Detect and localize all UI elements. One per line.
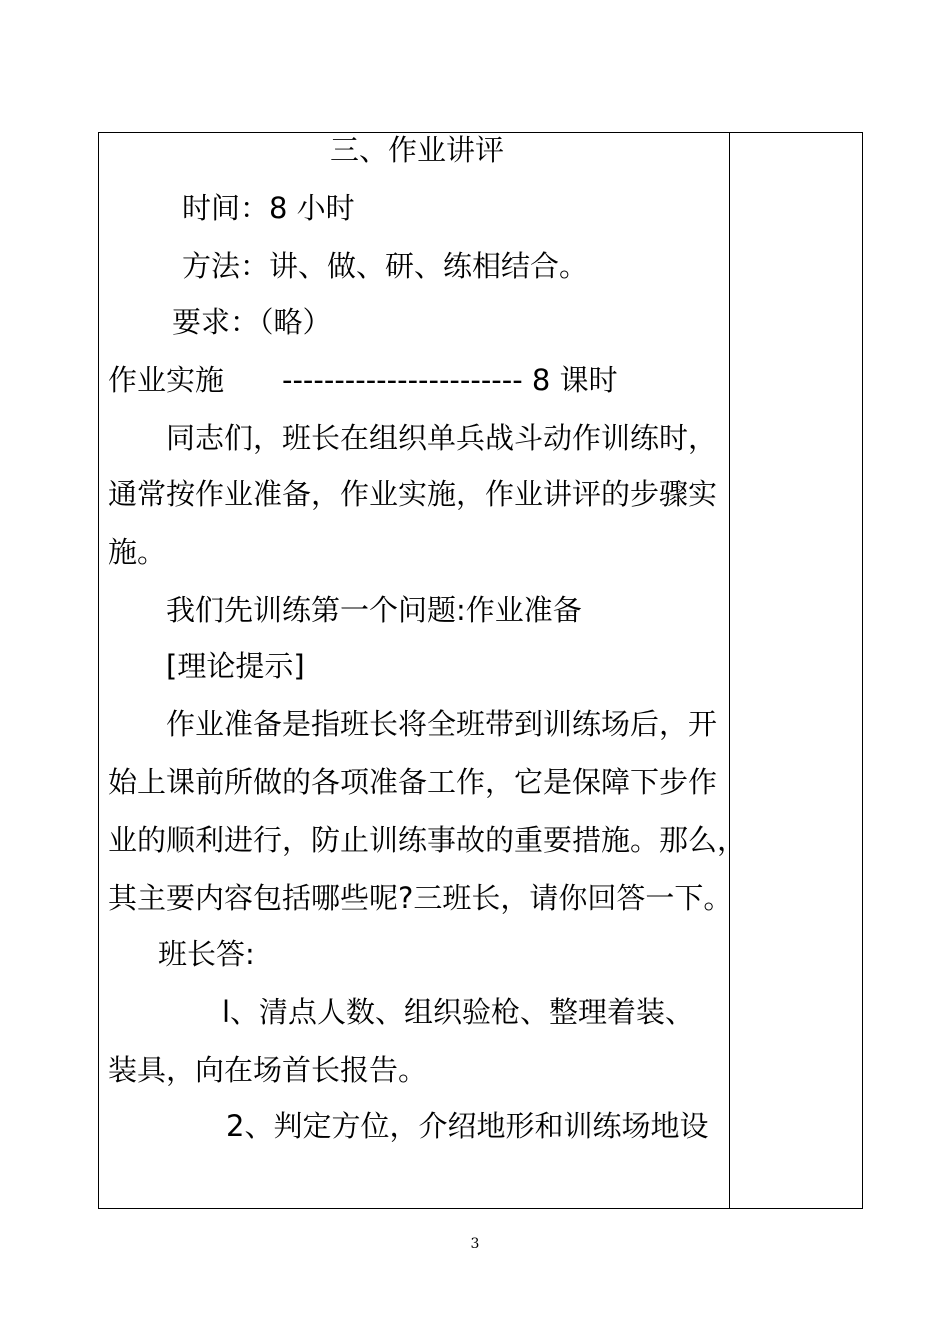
text-line: 业的顺利进行，防止训练事故的重要措施。那么， [108,823,747,857]
text-line: 2、判定方位，介绍地形和训练场地设 [226,1109,709,1143]
table-column-divider [729,133,730,1208]
text-line: 同志们，班长在组织单兵战斗动作训练时， [166,421,718,455]
page-number: 3 [470,1236,480,1252]
text-line: 要求：（略） [172,305,332,339]
text-line: l、清点人数、组织验枪、整理着装、 [222,995,695,1029]
text-line: 方法：讲、做、研、练相结合。 [182,249,589,283]
text-line: 其主要内容包括哪些呢?三班长，请你回答一下。 [108,881,733,915]
text-line: 通常按作业准备，作业实施，作业讲评的步骤实 [108,477,718,511]
text-line: [理论提示] [166,649,305,683]
section-heading: 三、作业讲评 [330,133,505,167]
text-line: 作业实施 ----------------------- 8 课时 [108,363,618,397]
text-line: 班长答: [158,937,255,971]
text-line: 时间：8 小时 [182,191,355,225]
text-line: 装具，向在场首长报告。 [108,1053,428,1087]
text-line: 始上课前所做的各项准备工作，它是保障下步作 [108,765,718,799]
text-line: 作业准备是指班长将全班带到训练场后，开 [166,707,718,741]
text-line: 施。 [108,535,167,569]
text-line: 我们先训练第一个问题:作业准备 [166,593,582,627]
